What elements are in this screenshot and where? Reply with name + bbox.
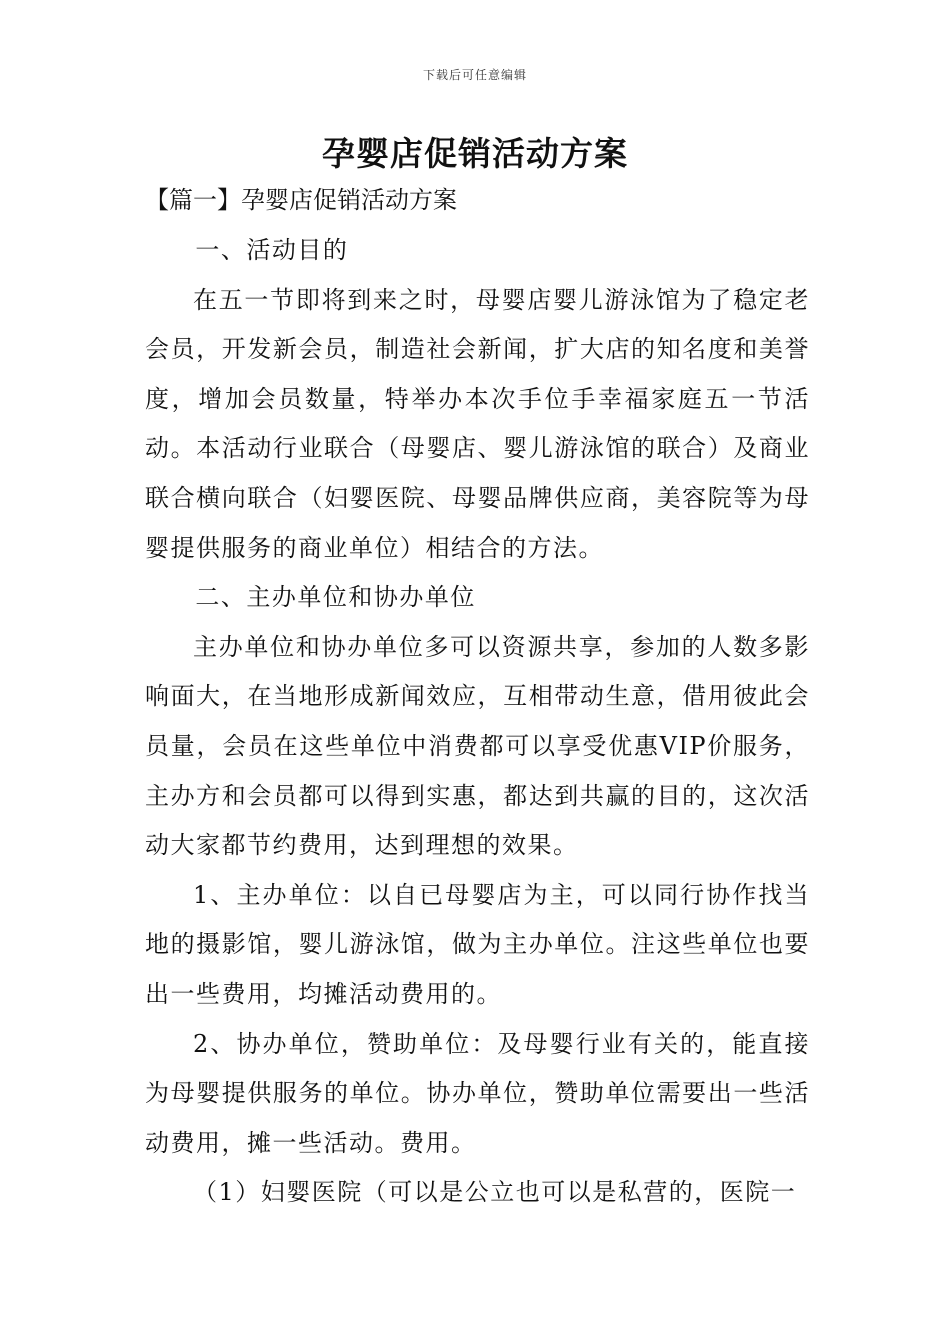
- document-body: [145, 226, 810, 1218]
- heading-activity-purpose: 一、活动目的: [195, 236, 349, 264]
- paragraph-organizers: 主办单位和协办单位多可以资源共享，参加的人数多影响面大，在当地形成新闻效应，互相带动生意，借用彼此会员量，会员在这些单位中消费都可以享受优惠VIP价服务，主办方和会员都可以得到实惠，都达到共赢的目的，这次活动大家都节约费用，达到理想的效果。: [145, 632, 810, 860]
- header-note: 下载后可任意编辑: [422, 68, 527, 82]
- paragraph-cohost: 2、协办单位，赞助单位：及母婴行业有关的，能直接为母婴提供服务的单位。协办单位，赞助单位需要出一些活动费用，摊一些活动。费用。: [145, 1029, 810, 1157]
- heading-organizers: 二、主办单位和协办单位: [195, 583, 476, 612]
- paragraph-purpose: 在五一节即将到来之时，母婴店婴儿游泳馆为了稳定老会员，开发新会员，制造社会新闻，扩大店的知名度和美誉度，增加会员数量，特举办本次手位手幸福家庭五一节活动。本活动行业联合（母婴店、婴儿游泳馆的联合）及商业联合横向联合（妇婴医院、母婴品牌供应商，美容院等为母婴提供服务的商业单位）相结合的方法。: [145, 285, 810, 562]
- paragraph-hospital: （1）妇婴医院（可以是公立也可以是私营的，医院一: [193, 1178, 797, 1207]
- section-label: 【篇一】孕婴店促销活动方案: [145, 186, 457, 214]
- paragraph-host: 1、主办单位：以自已母婴店为主，可以同行协作找当地的摄影馆，婴儿游泳馆，做为主办单位。注这些单位也要出一些费用，均摊活动费用的。: [145, 880, 810, 1008]
- document-title: 孕婴店促销活动方案: [322, 134, 628, 173]
